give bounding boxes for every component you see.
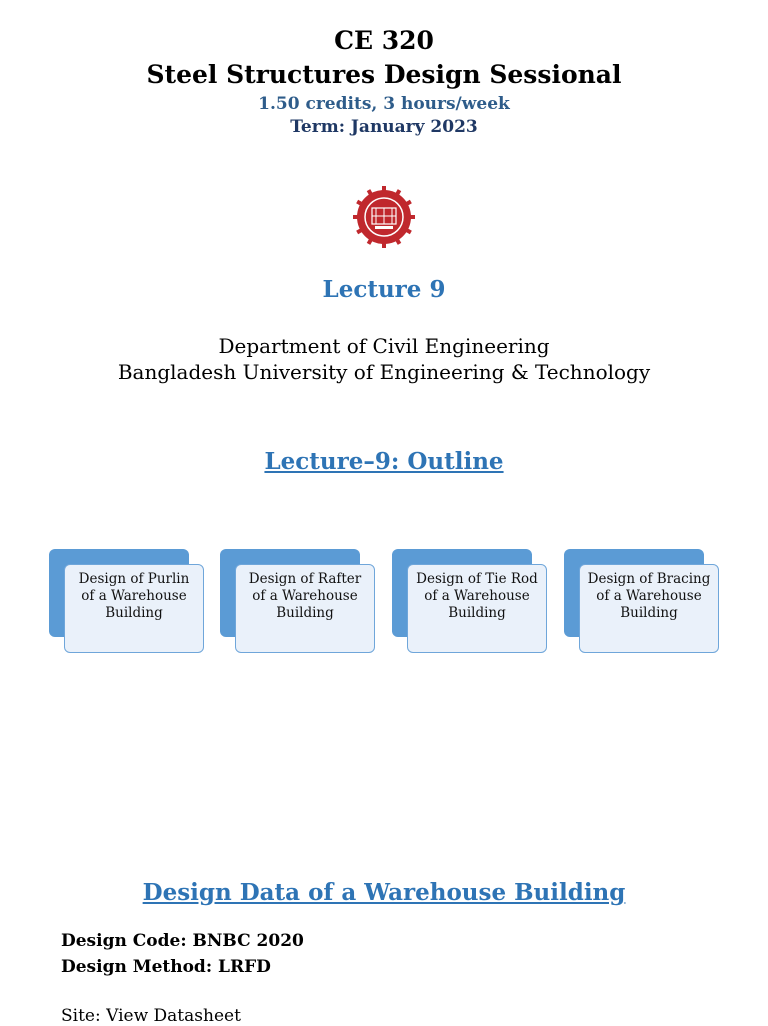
university-crest-icon <box>353 186 415 248</box>
course-title: Steel Structures Design Sessional <box>146 60 622 89</box>
card-line: of a Warehouse <box>596 588 702 604</box>
lecture-number: Lecture 9 <box>322 276 446 303</box>
credits-text: 1.50 credits, 3 hours/week <box>258 94 510 114</box>
outline-card-bracing <box>564 549 736 655</box>
card-line: Design of Purlin <box>78 571 190 587</box>
card-line: of a Warehouse <box>252 588 358 604</box>
outline-title: Lecture–9: Outline <box>264 448 504 475</box>
card-line: Building <box>105 605 163 621</box>
card-line: Building <box>276 605 334 621</box>
card-line: Design of Rafter <box>248 571 362 587</box>
design-code: Design Code: BNBC 2020 <box>61 931 304 951</box>
card-text-box <box>407 564 547 653</box>
card-line: of a Warehouse <box>424 588 530 604</box>
card-text-box <box>64 564 204 653</box>
design-method: Design Method: LRFD <box>61 957 271 977</box>
outline-card-purlin <box>49 549 221 655</box>
card-line: Design of Bracing <box>587 571 711 587</box>
outline-card-tie-rod <box>392 549 564 655</box>
design-data-title: Design Data of a Warehouse Building <box>142 879 626 906</box>
card-line: Building <box>620 605 678 621</box>
course-code: CE 320 <box>334 26 434 55</box>
site-datasheet: Site: View Datasheet <box>61 1006 241 1026</box>
department-name: Department of Civil Engineering <box>218 334 550 358</box>
card-text-box <box>579 564 719 653</box>
card-text-box <box>235 564 375 653</box>
card-line: Design of Tie Rod <box>416 571 538 587</box>
card-line: of a Warehouse <box>81 588 187 604</box>
card-line: Building <box>448 605 506 621</box>
outline-card-rafter <box>220 549 392 655</box>
university-name: Bangladesh University of Engineering & Technology <box>117 360 651 384</box>
term-text: Term: January 2023 <box>290 117 478 137</box>
